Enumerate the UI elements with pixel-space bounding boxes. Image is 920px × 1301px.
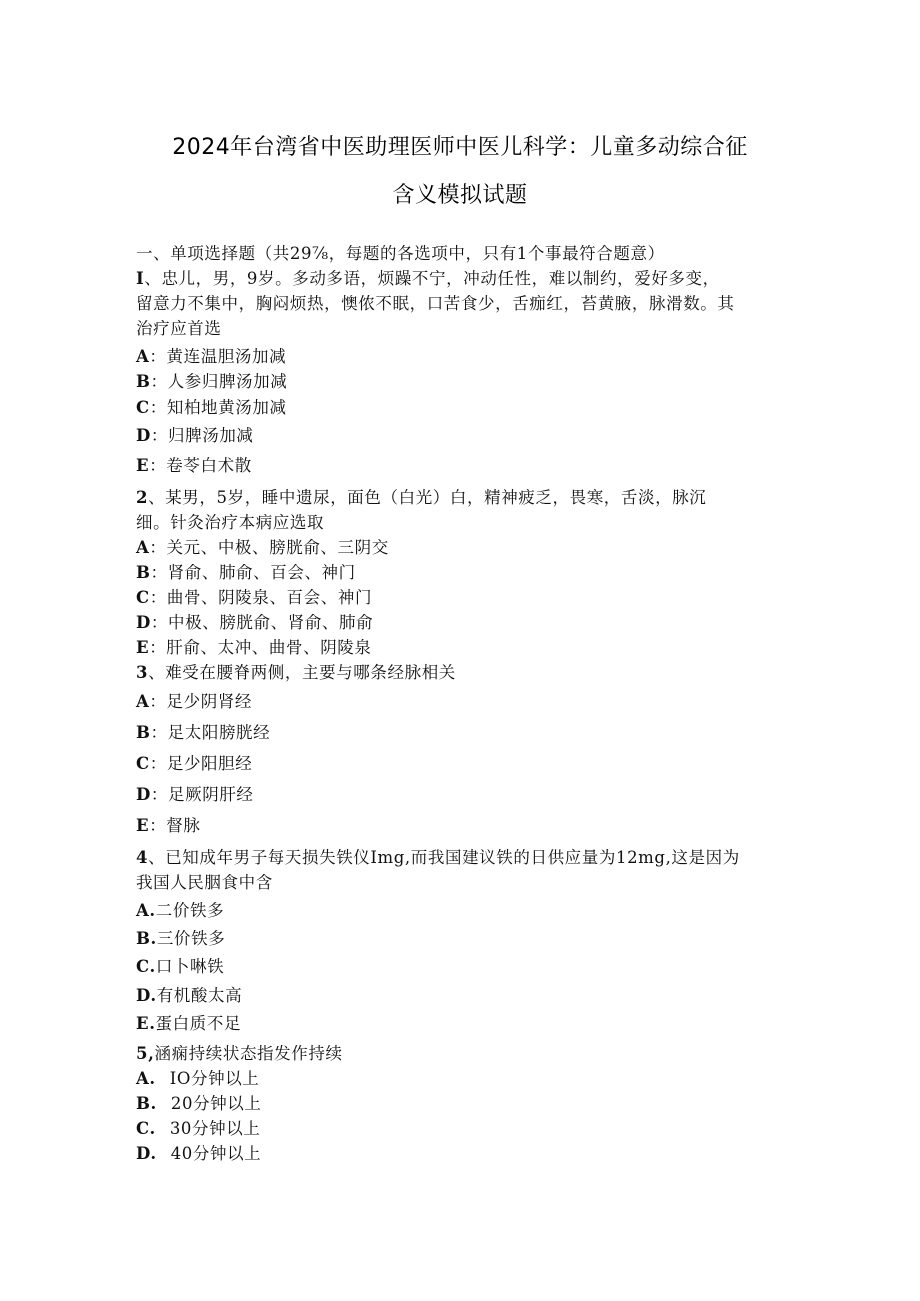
option-separator: ：	[149, 347, 167, 366]
option-label: E	[136, 456, 150, 475]
option-label: A	[136, 538, 150, 557]
option-text: 中极、膀胱俞、肾俞、肺俞	[168, 613, 374, 632]
option-text: 人参归脾汤加减	[167, 372, 288, 391]
option-text: 20分钟以上	[170, 1094, 262, 1113]
option-text: 三价铁多	[156, 929, 226, 948]
option-separator: .	[149, 957, 156, 976]
option-separator: ：	[150, 785, 169, 804]
option-label: E	[136, 638, 150, 657]
option-text: IO分钟以上	[169, 1069, 260, 1088]
question-text: 某男，5岁，睡中遗尿，面色（白光）白，精神疲乏，畏寒，舌淡，脉沉	[165, 488, 707, 507]
option-label: C	[136, 957, 150, 976]
question-number: I	[136, 269, 145, 288]
question-2-option-a	[136, 538, 389, 558]
option-label: B	[136, 372, 151, 391]
option-separator: ：	[150, 372, 168, 391]
option-label: E	[136, 816, 150, 835]
question-4-option-e	[136, 1014, 241, 1034]
option-separator: .	[150, 1144, 157, 1163]
question-2-stem	[136, 488, 706, 508]
question-1-option-d	[136, 426, 254, 446]
question-1-stem-continued: 治疗应首选	[136, 319, 222, 338]
option-separator: .	[150, 929, 157, 948]
question-separator: 、	[148, 848, 166, 867]
question-separator: ,	[148, 1044, 155, 1063]
question-number: 4	[136, 848, 149, 867]
option-label: D	[136, 613, 151, 632]
question-4-option-d	[136, 986, 242, 1006]
option-text: 归脾汤加减	[168, 426, 254, 445]
option-separator: ：	[150, 426, 169, 445]
option-separator: ：	[149, 692, 167, 711]
question-4-stem	[136, 848, 740, 868]
option-separator: ：	[150, 723, 168, 742]
option-text: 足少阴肾经	[166, 692, 253, 711]
question-separator: 、	[148, 488, 166, 507]
option-text: 蛋白质不足	[155, 1014, 242, 1033]
question-3-option-d	[136, 785, 254, 805]
question-5-option-c	[136, 1119, 260, 1139]
option-label: A	[136, 692, 150, 711]
question-separator: 、	[148, 663, 166, 682]
question-2-option-b	[136, 563, 356, 583]
option-text: 有机酸太高	[156, 986, 243, 1005]
option-text: 督脉	[166, 816, 201, 835]
question-text: 涵痫持续状态指发作持续	[154, 1044, 343, 1063]
option-text: 曲骨、阴陵泉、百会、神门	[166, 588, 373, 607]
question-3-option-b	[136, 723, 270, 743]
option-separator: ：	[149, 398, 167, 417]
option-text: 足少阳胆经	[166, 754, 253, 773]
question-text: 难受在腰脊两侧，主要与哪条经脉相关	[165, 663, 456, 682]
question-2-option-c	[136, 588, 372, 608]
question-4-option-b	[136, 929, 225, 949]
option-label: A	[136, 901, 150, 920]
option-label: D	[136, 1144, 151, 1163]
question-3-option-a	[136, 692, 252, 712]
option-label: B	[136, 563, 151, 582]
option-label: C	[136, 1119, 150, 1138]
document-title-line-2: 含义模拟试题	[392, 183, 528, 208]
option-label: D	[136, 785, 151, 804]
option-separator: ：	[149, 638, 167, 657]
question-number: 3	[136, 663, 149, 682]
option-label: A	[136, 347, 150, 366]
option-text: 足太阳膀胱经	[167, 723, 271, 742]
option-label: C	[136, 588, 150, 607]
option-separator: ：	[149, 456, 167, 475]
option-text: 黄连温胆汤加减	[166, 347, 287, 366]
option-separator: .	[149, 1069, 156, 1088]
question-3-stem	[136, 663, 456, 683]
option-text: 肾俞、肺俞、百会、神门	[167, 563, 356, 582]
option-label: C	[136, 754, 150, 773]
question-2-stem-continued: 细。针灸治疗本病应选取	[136, 513, 325, 532]
question-4-option-a	[136, 901, 224, 921]
option-separator: ：	[149, 754, 167, 773]
option-text: 口卜啉铁	[155, 957, 225, 976]
option-label: B	[136, 1094, 151, 1113]
option-separator: ：	[149, 816, 167, 835]
option-text: 肝俞、太冲、曲骨、阴陵泉	[166, 638, 372, 657]
question-1-option-b	[136, 372, 287, 392]
document-title-line-1: 2024年台湾省中医助理医师中医儿科学：儿童多动综合征	[172, 135, 748, 160]
question-5-option-a	[136, 1069, 259, 1089]
question-separator: 、	[144, 269, 162, 288]
option-text: 二价铁多	[155, 901, 225, 920]
option-separator: ：	[150, 613, 169, 632]
question-1-option-a	[136, 347, 286, 367]
option-text: 知柏地黄汤加减	[166, 398, 287, 417]
option-separator: .	[150, 1094, 157, 1113]
option-separator: ：	[150, 563, 168, 582]
question-5-option-b	[136, 1094, 262, 1114]
question-1-option-e	[136, 456, 252, 476]
question-1-option-c	[136, 398, 287, 418]
option-label: B	[136, 929, 151, 948]
question-2-option-d	[136, 613, 373, 633]
option-text: 30分钟以上	[169, 1119, 261, 1138]
option-label: D	[136, 426, 151, 445]
question-1-stem-continued: 留意力不集中，胸闷烦热，懊侬不眠，口苦食少，舌痂红，苔黄腋，脉滑数。其	[136, 294, 735, 313]
option-label: B	[136, 723, 151, 742]
option-label: D	[136, 986, 151, 1005]
question-3-option-e	[136, 816, 201, 836]
option-separator: ：	[149, 588, 167, 607]
option-separator: .	[149, 1119, 156, 1138]
option-label: C	[136, 398, 150, 417]
question-text: 已知成年男子每天损失铁仪Img,而我国建议铁的日供应量为12mg,这是因为	[165, 848, 740, 867]
option-text: 卷苓白术散	[166, 456, 252, 475]
option-text: 关元、中极、膀胱俞、三阴交	[166, 538, 389, 557]
section-heading: 一、单项选择题（共29⅞，每题的各选项中，只有1个事最符合题意）	[136, 244, 665, 263]
question-text: 忠儿，男，9岁。多动多语，烦躁不宁，冲动任性，难以制约，爱好多变，	[161, 269, 720, 288]
question-1-stem	[136, 269, 720, 289]
option-separator: .	[149, 901, 156, 920]
option-separator: .	[150, 986, 157, 1005]
option-separator: .	[149, 1014, 156, 1033]
question-4-option-c	[136, 957, 224, 977]
question-2-option-e	[136, 638, 372, 658]
question-3-option-c	[136, 754, 252, 774]
option-label: A	[136, 1069, 150, 1088]
question-number: 5	[136, 1044, 149, 1063]
option-text: 足厥阴肝经	[168, 785, 254, 804]
option-label: E	[136, 1014, 150, 1033]
question-4-stem-continued: 我国人民胭食中含	[136, 873, 273, 892]
question-number: 2	[136, 488, 149, 507]
option-text: 40分钟以上	[170, 1144, 262, 1163]
question-5-option-d	[136, 1144, 261, 1164]
question-5-stem	[136, 1044, 343, 1064]
option-separator: ：	[149, 538, 167, 557]
